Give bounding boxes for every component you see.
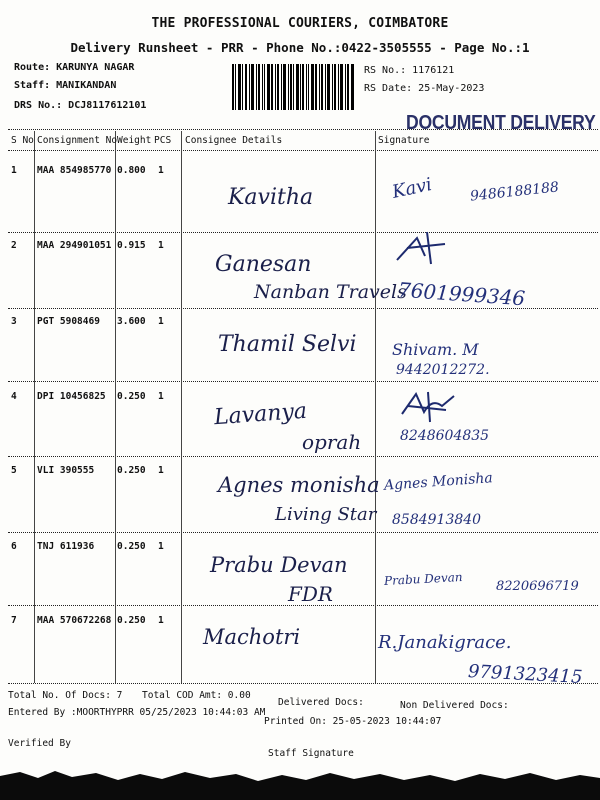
row-consignment-no: TNJ 611936	[37, 541, 95, 552]
row-pcs: 1	[158, 165, 164, 176]
printed-on: Printed On: 25-05-2023 10:44:07	[264, 716, 442, 727]
column-divider	[115, 131, 116, 683]
row-pcs: 1	[158, 391, 164, 402]
column-divider	[34, 131, 35, 683]
recipient-phone: 9442012272.	[396, 362, 490, 378]
signature-scribble	[395, 230, 455, 270]
consignee-name: Lavanya	[213, 398, 308, 431]
recipient-phone: 8248604835	[400, 428, 490, 444]
staff-label: Staff: MANIKANDAN	[14, 80, 117, 91]
row-weight: 0.250	[117, 391, 146, 402]
non-delivered-docs: Non Delivered Docs:	[400, 700, 509, 711]
row-pcs: 1	[158, 541, 164, 552]
recipient-signature: Kavi	[390, 174, 434, 203]
recipient-phone: 7601999346	[397, 277, 526, 311]
recipient-phone: 9791323415	[467, 661, 584, 688]
recipient-signature: R.Janakigrace.	[378, 632, 512, 653]
consignee-name: Ganesan	[215, 252, 312, 277]
drs-number: DRS No.: DCJ8117612101	[14, 100, 147, 111]
row-weight: 0.800	[117, 165, 146, 176]
row-divider	[8, 232, 598, 233]
col-header-pcs: PCS	[154, 135, 172, 146]
runsheet-subtitle: Delivery Runsheet - PRR - Phone No.:0422-3505555 - Page No.:1	[70, 40, 530, 55]
staff-signature-label: Staff Signature	[268, 748, 354, 759]
row-sno: 3	[11, 316, 17, 327]
total-docs: Total No. Of Docs: 7	[8, 690, 123, 701]
col-header-weight: Weight	[117, 135, 152, 146]
row-pcs: 1	[158, 316, 164, 327]
route-label: Route: KARUNYA NAGAR	[14, 62, 135, 73]
col-header-consignment: Consignment No	[37, 135, 118, 146]
col-header-consignee: Consignee Details	[185, 135, 283, 146]
row-sno: 2	[11, 240, 17, 251]
header-rule	[8, 150, 598, 151]
consignee-company: Nanban Travels	[254, 281, 407, 303]
table-top-rule	[8, 129, 598, 130]
row-consignment-no: VLI 390555	[37, 465, 95, 476]
entered-by: Entered By :MOORTHYPRR 05/25/2023 10:44:03 AM	[8, 707, 266, 718]
row-consignment-no: MAA 570672268	[37, 615, 112, 626]
total-cod-amount: Total COD Amt: 0.00	[142, 690, 251, 701]
verified-by-label: Verified By	[8, 738, 71, 749]
column-divider	[181, 131, 182, 683]
row-divider	[8, 456, 598, 457]
recipient-phone: 9486188188	[469, 179, 560, 205]
delivered-docs: Delivered Docs:	[278, 697, 364, 708]
recipient-phone: 8220696719	[496, 579, 579, 594]
row-weight: 3.600	[117, 316, 146, 327]
column-divider	[375, 131, 376, 683]
col-header-signature: Signature	[378, 135, 430, 146]
torn-paper-edge	[0, 762, 600, 800]
recipient-phone: 8584913840	[392, 512, 482, 528]
consignee-company: oprah	[302, 430, 362, 454]
col-header-sno: S No	[11, 135, 34, 146]
row-pcs: 1	[158, 240, 164, 251]
recipient-signature: Shivam. M	[392, 340, 479, 359]
row-weight: 0.915	[117, 240, 146, 251]
consignee-company: FDR	[288, 582, 333, 606]
row-consignment-no: PGT 5908469	[37, 316, 100, 327]
row-weight: 0.250	[117, 615, 146, 626]
consignee-name: Kavitha	[228, 185, 314, 210]
row-sno: 4	[11, 391, 17, 402]
barcode	[232, 64, 354, 110]
row-pcs: 1	[158, 465, 164, 476]
recipient-signature: Agnes Monisha	[383, 470, 494, 494]
row-weight: 0.250	[117, 541, 146, 552]
rs-number: RS No.: 1176121	[364, 65, 455, 76]
row-sno: 5	[11, 465, 17, 476]
row-sno: 6	[11, 541, 17, 552]
consignee-name: Agnes monisha	[218, 473, 380, 497]
row-weight: 0.250	[117, 465, 146, 476]
recipient-signature: Prabu Devan	[383, 569, 463, 589]
consignee-name: Thamil Selvi	[218, 332, 357, 357]
row-divider	[8, 381, 598, 382]
signature-scribble	[398, 388, 458, 426]
row-consignment-no: MAA 294901051	[37, 240, 112, 251]
consignee-name: Machotri	[203, 625, 301, 649]
row-sno: 1	[11, 165, 17, 176]
company-title: THE PROFESSIONAL COURIERS, COIMBATORE	[151, 16, 449, 31]
document-delivery-stamp: DOCUMENT DELIVERY	[406, 112, 596, 134]
rs-date: RS Date: 25-May-2023	[364, 83, 485, 94]
row-divider	[8, 532, 598, 533]
row-sno: 7	[11, 615, 17, 626]
row-consignment-no: MAA 854985770	[37, 165, 112, 176]
row-consignment-no: DPI 10456825	[37, 391, 106, 402]
consignee-name: Prabu Devan	[210, 553, 348, 577]
row-pcs: 1	[158, 615, 164, 626]
consignee-company: Living Star	[275, 504, 377, 525]
